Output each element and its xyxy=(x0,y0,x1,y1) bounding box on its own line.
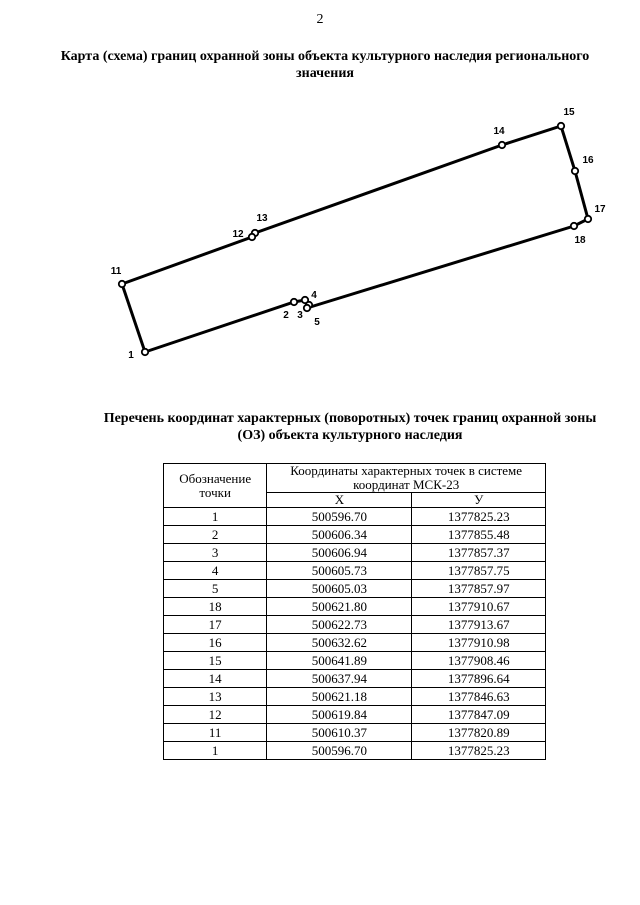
cell-id: 15 xyxy=(164,652,267,670)
cell-x: 500610.37 xyxy=(267,724,412,742)
boundary-point-label: 4 xyxy=(311,290,317,301)
cell-id: 2 xyxy=(164,526,267,544)
table-row xyxy=(164,598,546,616)
boundary-point-label: 15 xyxy=(563,107,575,118)
cell-x: 500596.70 xyxy=(267,742,412,760)
boundary-point-marker xyxy=(571,223,577,229)
cell-y: 1377908.46 xyxy=(412,652,546,670)
cell-x: 500605.73 xyxy=(267,562,412,580)
table-row xyxy=(164,724,546,742)
cell-x: 500606.94 xyxy=(267,544,412,562)
table-row xyxy=(164,580,546,598)
cell-y: 1377857.97 xyxy=(412,580,546,598)
cell-y: 1377825.23 xyxy=(412,742,546,760)
cell-x: 500606.34 xyxy=(267,526,412,544)
cell-id: 12 xyxy=(164,706,267,724)
boundary-point-label: 2 xyxy=(283,310,289,321)
table-row xyxy=(164,706,546,724)
cell-y: 1377910.98 xyxy=(412,634,546,652)
table-row xyxy=(164,544,546,562)
cell-y: 1377857.75 xyxy=(412,562,546,580)
table-row xyxy=(164,526,546,544)
cell-y: 1377847.09 xyxy=(412,706,546,724)
boundary-point-marker xyxy=(291,299,297,305)
cell-id: 4 xyxy=(164,562,267,580)
cell-id: 5 xyxy=(164,580,267,598)
header-x: Х xyxy=(267,493,412,508)
cell-x: 500641.89 xyxy=(267,652,412,670)
boundary-point-marker xyxy=(499,142,505,148)
cell-y: 1377857.37 xyxy=(412,544,546,562)
boundary-point-label: 11 xyxy=(110,266,122,277)
boundary-point-label: 1 xyxy=(128,350,134,361)
table-row xyxy=(164,562,546,580)
cell-id: 18 xyxy=(164,598,267,616)
cell-x: 500619.84 xyxy=(267,706,412,724)
map-title: Карта (схема) границ охранной зоны объекта культурного наследия регионального значения xyxy=(60,49,590,81)
header-coordinates: Координаты характерных точек в системе координат МСК-23 xyxy=(267,464,546,493)
cell-id: 14 xyxy=(164,670,267,688)
coordinates-table xyxy=(163,463,546,760)
boundary-point-marker xyxy=(304,305,310,311)
cell-y: 1377825.23 xyxy=(412,508,546,526)
boundary-point-label: 18 xyxy=(574,235,586,246)
table-row xyxy=(164,670,546,688)
cell-y: 1377855.48 xyxy=(412,526,546,544)
cell-id: 3 xyxy=(164,544,267,562)
boundary-point-label: 17 xyxy=(594,204,606,215)
boundary-point-marker xyxy=(142,349,148,355)
boundary-point-label: 13 xyxy=(256,213,268,224)
cell-y: 1377820.89 xyxy=(412,724,546,742)
boundary-point-label: 14 xyxy=(493,126,505,137)
table-row xyxy=(164,742,546,760)
cell-y: 1377910.67 xyxy=(412,598,546,616)
cell-id: 17 xyxy=(164,616,267,634)
table-row xyxy=(164,688,546,706)
boundary-point-marker xyxy=(249,234,255,240)
header-point-id: Обозначение точки xyxy=(164,464,267,508)
table-row xyxy=(164,616,546,634)
cell-y: 1377846.63 xyxy=(412,688,546,706)
cell-id: 11 xyxy=(164,724,267,742)
cell-y: 1377913.67 xyxy=(412,616,546,634)
page-number: 2 xyxy=(316,12,324,27)
boundary-polyline xyxy=(122,126,588,352)
cell-id: 13 xyxy=(164,688,267,706)
cell-x: 500622.73 xyxy=(267,616,412,634)
boundary-point-marker xyxy=(558,123,564,129)
cell-x: 500621.80 xyxy=(267,598,412,616)
table-row xyxy=(164,634,546,652)
cell-x: 500596.70 xyxy=(267,508,412,526)
cell-x: 500605.03 xyxy=(267,580,412,598)
boundary-point-label: 3 xyxy=(297,310,303,321)
cell-x: 500621.18 xyxy=(267,688,412,706)
boundary-map xyxy=(0,0,640,400)
table-row xyxy=(164,652,546,670)
cell-id: 16 xyxy=(164,634,267,652)
boundary-point-marker xyxy=(119,281,125,287)
coordinates-list-title: Перечень координат характерных (поворотных) точек границ охранной зоны (ОЗ) объекта культурного наследия xyxy=(103,411,597,443)
cell-x: 500632.62 xyxy=(267,634,412,652)
header-y: У xyxy=(412,493,546,508)
boundary-point-label: 16 xyxy=(582,155,594,166)
boundary-point-label: 12 xyxy=(232,229,244,240)
cell-x: 500637.94 xyxy=(267,670,412,688)
table-row xyxy=(164,508,546,526)
boundary-point-marker xyxy=(585,216,591,222)
boundary-point-marker xyxy=(572,168,578,174)
cell-id: 1 xyxy=(164,742,267,760)
cell-id: 1 xyxy=(164,508,267,526)
boundary-point-label: 5 xyxy=(314,317,320,328)
cell-y: 1377896.64 xyxy=(412,670,546,688)
